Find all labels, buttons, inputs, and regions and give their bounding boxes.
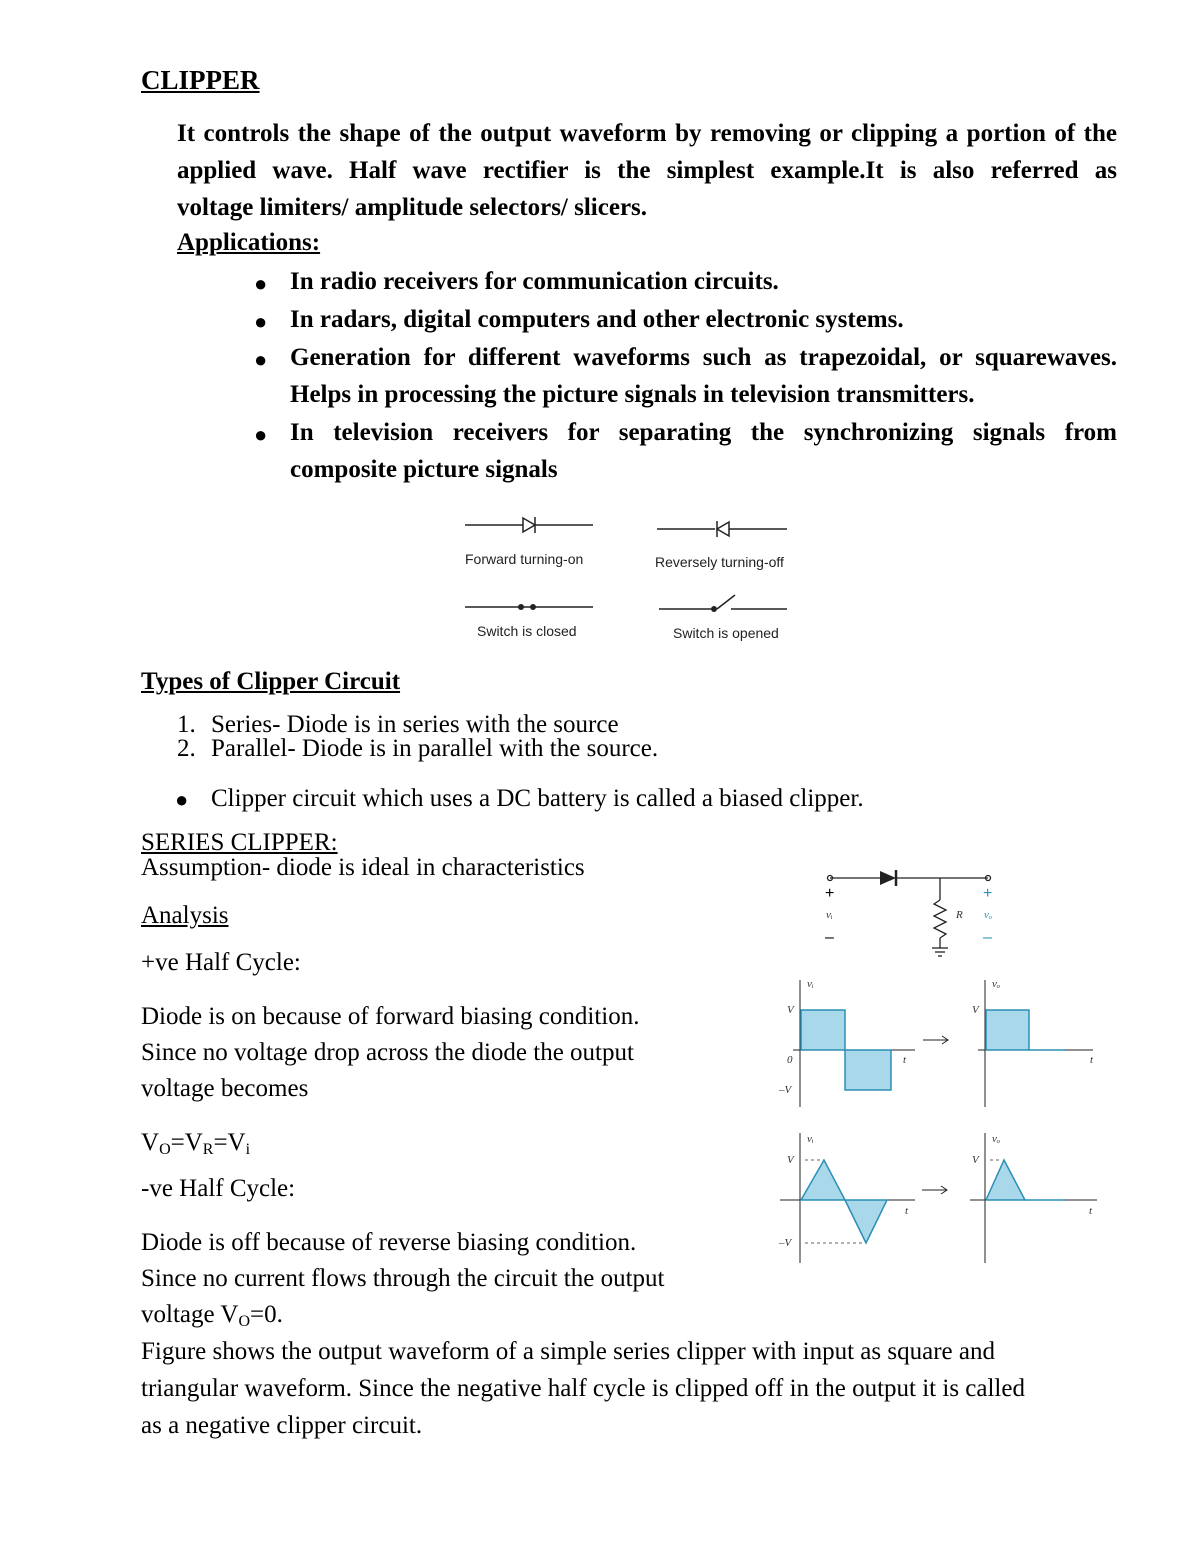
neg-v-label: –V [779, 1084, 792, 1096]
opened-caption: Switch is opened [673, 625, 779, 641]
diode-icon [880, 871, 896, 885]
switch-contact-icon [530, 604, 536, 610]
t-label: t [1090, 1054, 1094, 1066]
applications-heading: Applications: [177, 229, 321, 256]
positive-cycle-heading: +ve Half Cycle: [141, 949, 301, 976]
application-item: Helps in processing the picture signals in television transmitters. [290, 381, 975, 408]
intro-line-3: voltage limiters/ amplitude selectors/ slicers. [177, 194, 648, 221]
triangle-input-positive [801, 1160, 845, 1200]
figure-text: triangular waveform. Since the negative half cycle is clipped off in the output it is called [141, 1375, 1025, 1402]
square-output-positive [986, 1010, 1029, 1050]
application-item: In radars, digital computers and other electronic systems. [290, 306, 904, 333]
intro-line-2: applied wave. Half wave rectifier is the simplest example.It is also referred as [177, 157, 1117, 184]
positive-text: Diode is on because of forward biasing condition. [141, 1003, 640, 1030]
positive-text: voltage becomes [141, 1075, 309, 1102]
bullet-dot: ● [254, 309, 268, 334]
application-item: composite picture signals [290, 456, 558, 483]
application-item: In television receivers for separating the synchronizing signals from [290, 419, 1117, 446]
t-label: t [1089, 1205, 1093, 1217]
reverse-caption: Reversely turning-off [655, 554, 784, 570]
vi-axis-label: vᵢ [807, 978, 814, 990]
forward-caption: Forward turning-on [465, 551, 584, 567]
series-heading: SERIES CLIPPER: [141, 829, 338, 856]
triangle-waveforms [775, 1128, 1105, 1268]
triangle-input-negative [845, 1200, 887, 1243]
types-heading: Types of Clipper Circuit [141, 668, 401, 695]
bullet-dot: ● [175, 787, 189, 812]
positive-text: Since no voltage drop across the diode the output [141, 1039, 634, 1066]
resistor-label: R [956, 909, 963, 921]
resistor-icon [934, 900, 946, 938]
vi-axis-label: vᵢ [807, 1133, 814, 1145]
bullet-dot: ● [254, 271, 268, 296]
types-note: Clipper circuit which uses a DC battery is called a biased clipper. [211, 785, 864, 812]
bullet-dot: ● [254, 347, 268, 372]
switch-contact-icon [711, 606, 717, 612]
application-item: In radio receivers for communication circuits. [290, 268, 779, 295]
negative-output-equation: voltage $V_O=0$. [141, 1301, 283, 1330]
v-label: V [787, 1154, 794, 1166]
bullet-dot: ● [254, 422, 268, 447]
types-item: Series- Diode is in series with the source [211, 711, 619, 738]
v-label: V [972, 1004, 979, 1016]
negative-text: Since no current flows through the circuit the output [141, 1265, 665, 1292]
types-number: 2. [177, 735, 196, 762]
analysis-heading: Analysis [141, 902, 229, 929]
square-input-negative [845, 1050, 891, 1090]
closed-caption: Switch is closed [477, 623, 577, 639]
types-item: Parallel- Diode is in parallel with the source. [211, 735, 659, 762]
vi-label: vᵢ [826, 909, 833, 921]
vo-plus: + [983, 885, 993, 902]
vi-plus: + [825, 885, 835, 902]
square-waveforms [775, 975, 1105, 1110]
types-number: 1. [177, 711, 196, 738]
vo-axis-label: vₒ [992, 1133, 1001, 1145]
t-label: t [905, 1205, 909, 1217]
switch-contact-icon [518, 604, 524, 610]
square-input-positive [801, 1010, 845, 1050]
series-assumption: Assumption- diode is ideal in characteristics [141, 854, 585, 881]
vo-axis-label: vₒ [992, 978, 1001, 990]
application-item: Generation for different waveforms such as trapezoidal, or squarewaves. [290, 344, 1117, 371]
t-label: t [903, 1054, 907, 1066]
v-label: V [787, 1004, 794, 1016]
neg-v-label: –V [779, 1237, 792, 1249]
vi-minus: – [825, 929, 834, 946]
intro-line-1: It controls the shape of the output waveform by removing or clipping a portion of the [177, 120, 1117, 147]
vo-label: vₒ [984, 909, 993, 921]
vo-minus: – [983, 929, 992, 946]
zero-label: 0 [787, 1054, 793, 1066]
forward-diode-icon [523, 518, 535, 532]
open-switch-blade [717, 595, 735, 609]
figure-text: as a negative clipper circuit. [141, 1412, 423, 1439]
negative-text: Diode is off because of reverse biasing condition. [141, 1229, 637, 1256]
triangle-output-positive [986, 1160, 1025, 1200]
page-title: CLIPPER [141, 65, 260, 95]
series-clipper-circuit [810, 860, 1010, 970]
reverse-diode-icon [717, 522, 729, 536]
output-equation: $V_O=V_R=V_i$ [141, 1129, 251, 1158]
figure-text: Figure shows the output waveform of a simple series clipper with input as square and [141, 1338, 995, 1365]
v-label: V [972, 1154, 979, 1166]
negative-cycle-heading: -ve Half Cycle: [141, 1175, 296, 1202]
